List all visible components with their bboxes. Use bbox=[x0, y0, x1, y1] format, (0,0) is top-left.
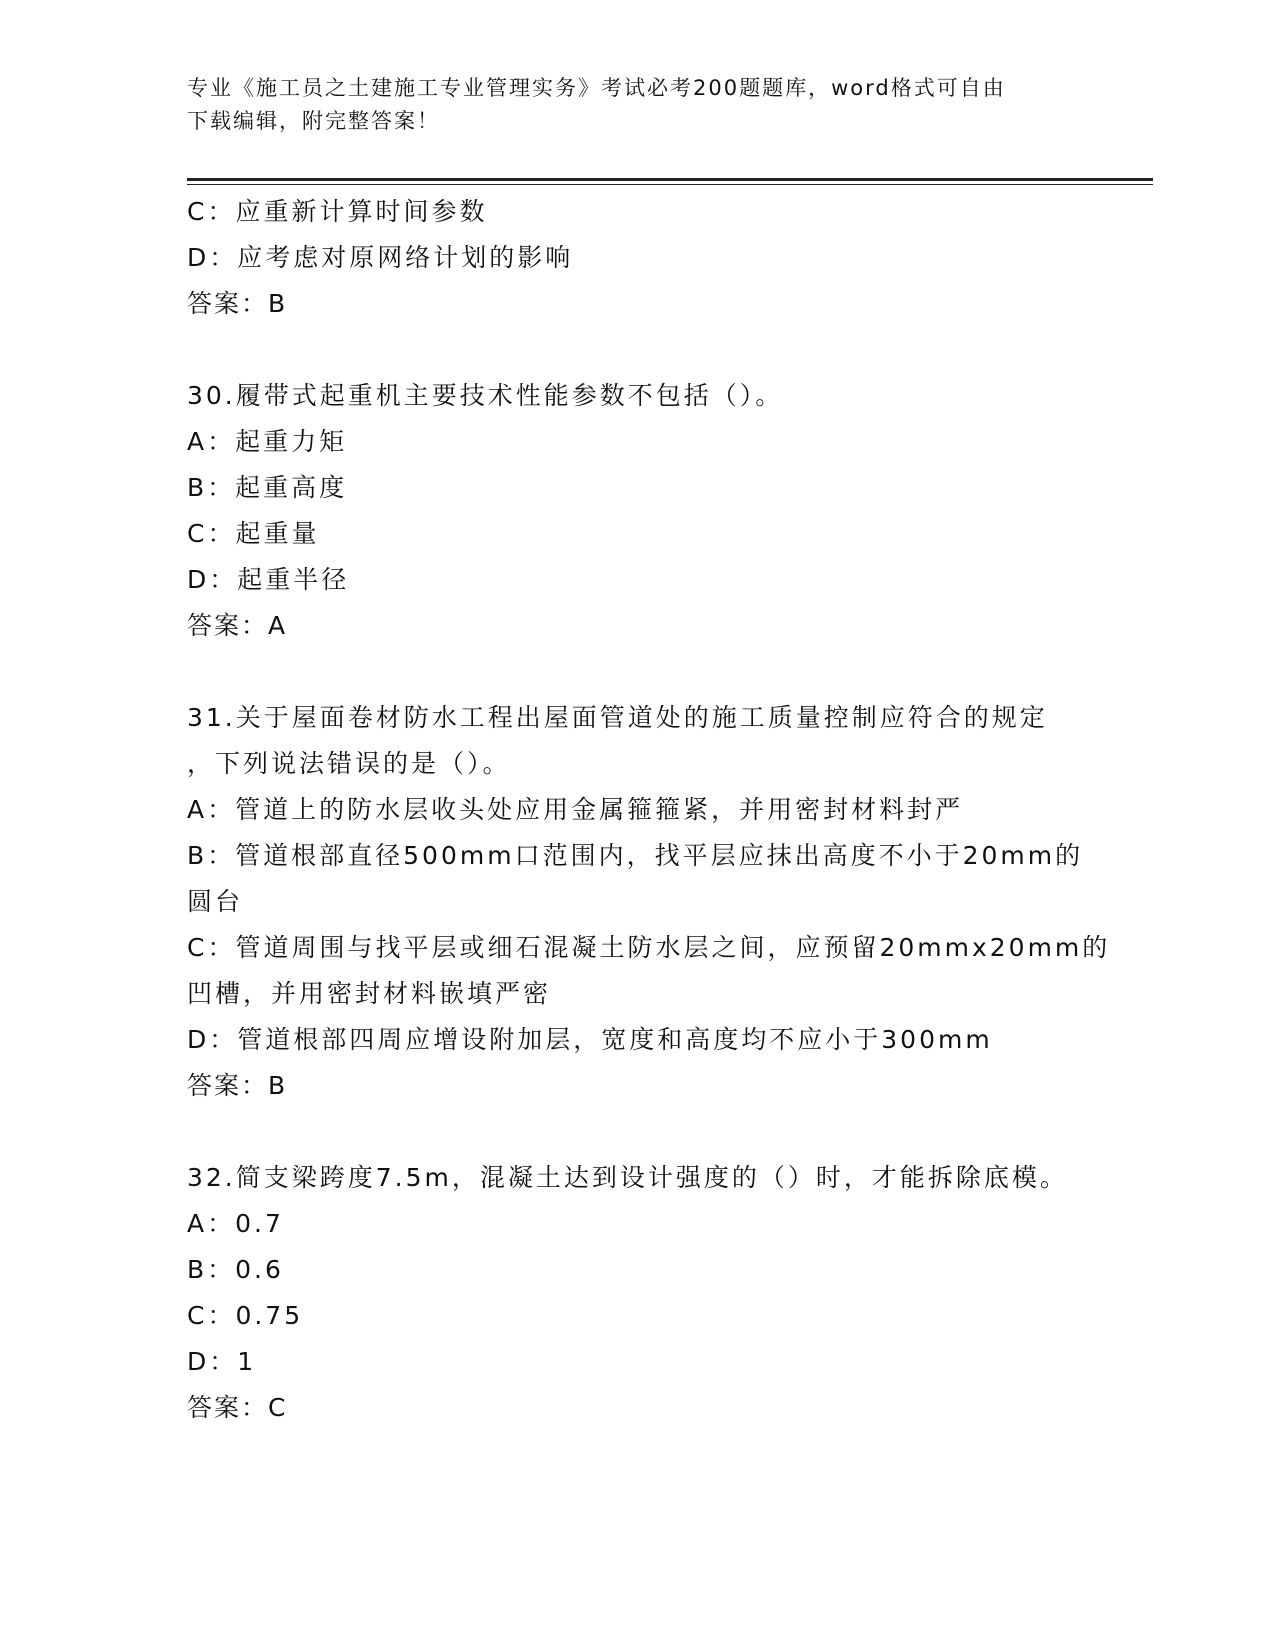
option-a: A：起重力矩 bbox=[187, 427, 348, 456]
option-c-line-1: C：管道周围与找平层或细石混凝土防水层之间，应预留20mmx20mm的 bbox=[187, 933, 1111, 962]
header-line-2: 下载编辑，附完整答案！ bbox=[187, 109, 440, 133]
answer-text: 答案：A bbox=[187, 611, 288, 640]
answer-text: 答案：B bbox=[187, 1071, 288, 1100]
answer-text: 答案：B bbox=[187, 289, 288, 318]
option-d: D：起重半径 bbox=[187, 565, 350, 594]
spacer bbox=[187, 649, 1077, 695]
question-32 bbox=[187, 1155, 1077, 1431]
option-c: C：0.75 bbox=[187, 1301, 304, 1330]
question-stem: 32.简支梁跨度7.5m，混凝土达到设计强度的（）时，才能拆除底模。 bbox=[187, 1163, 1068, 1192]
header-line-1: 专业《施工员之土建施工专业管理实务》考试必考200题题库，word格式可自由 bbox=[187, 76, 1006, 100]
spacer bbox=[187, 327, 1077, 373]
question-stem: 30.履带式起重机主要技术性能参数不包括（）。 bbox=[187, 381, 784, 410]
document-header bbox=[187, 72, 1087, 138]
answer-text: 答案：C bbox=[187, 1393, 288, 1422]
option-c: C：起重量 bbox=[187, 519, 320, 548]
option-c: C：应重新计算时间参数 bbox=[187, 197, 488, 226]
option-a: A：管道上的防水层收头处应用金属箍箍紧，并用密封材料封严 bbox=[187, 795, 964, 824]
option-b-line-2: 圆台 bbox=[187, 887, 244, 916]
question-30 bbox=[187, 373, 1077, 649]
header-divider-thick bbox=[187, 178, 1153, 181]
question-29 bbox=[187, 189, 1077, 327]
question-stem-line-2: ，下列说法错误的是（）。 bbox=[187, 749, 511, 778]
option-d: D：应考虑对原网络计划的影响 bbox=[187, 243, 574, 272]
option-a: A：0.7 bbox=[187, 1209, 284, 1238]
option-d: D：管道根部四周应增设附加层，宽度和高度均不应小于300mm bbox=[187, 1025, 993, 1054]
question-31 bbox=[187, 695, 1111, 1109]
option-b: B：起重高度 bbox=[187, 473, 348, 502]
option-b: B：0.6 bbox=[187, 1255, 284, 1284]
header-divider-thin bbox=[187, 184, 1153, 185]
question-stem-line-1: 31.关于屋面卷材防水工程出屋面管道处的施工质量控制应符合的规定 bbox=[187, 703, 1048, 732]
question-list bbox=[187, 189, 1111, 1431]
spacer bbox=[187, 1109, 1077, 1155]
option-c-line-2: 凹槽，并用密封材料嵌填严密 bbox=[187, 979, 552, 1008]
option-d: D：1 bbox=[187, 1347, 257, 1376]
option-b-line-1: B：管道根部直径500mm口范围内，找平层应抹出高度不小于20mm的 bbox=[187, 841, 1084, 870]
